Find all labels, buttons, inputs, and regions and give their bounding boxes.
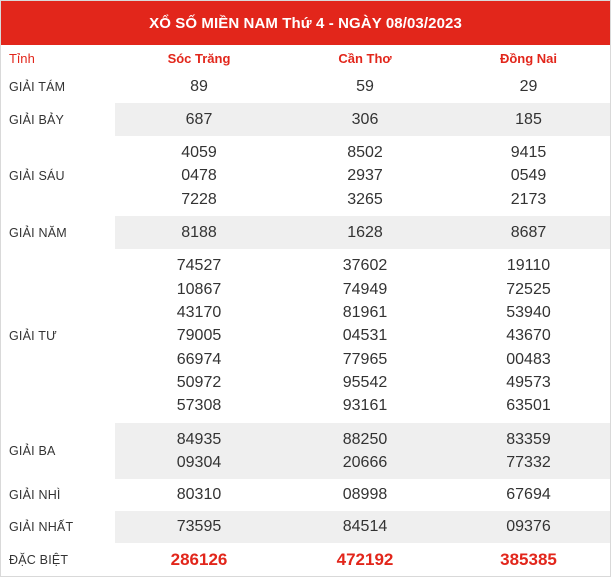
prize-number: 93161 [342,397,388,415]
prize-number: 81961 [342,304,388,322]
province-header-label: Tỉnh [9,50,36,66]
prize-row-6 [1,136,610,216]
prize-number: 04531 [342,327,388,345]
prize-number: 95542 [342,373,388,391]
prize-number: 57308 [176,397,222,415]
prize-number: 1628 [347,223,383,241]
prize-number: 00483 [506,350,551,368]
prize-row-7 [1,103,610,136]
prize-number: 0478 [181,167,217,185]
prize-number: 19110 [506,257,551,275]
prize-number: 49573 [506,373,551,391]
prize-number: 79005 [176,327,222,345]
prize-number: 37602 [342,257,388,275]
prize-number: 09376 [506,518,551,536]
prize-number: 2173 [510,190,547,208]
prize-label: GIẢI BA [9,444,56,458]
prize-number: 72525 [506,280,551,298]
prize-label: GIẢI TÁM [9,80,66,94]
prize-row-4 [1,249,610,423]
prize-number: 77965 [342,350,388,368]
prize-number: 88250 [342,430,388,448]
prize-number: 84514 [342,518,388,536]
prize-number: 73595 [176,518,222,536]
prize-number: 53940 [506,304,551,322]
prize-number: 8502 [347,144,383,162]
prize-label: GIẢI BẢY [9,112,65,127]
prize-number: 306 [351,110,379,128]
province-soc-trang[interactable]: Sóc Trăng [167,50,231,66]
prize-number: 67694 [506,486,551,504]
prize-label: ĐẶC BIỆT [9,552,69,567]
province-dong-nai[interactable]: Đồng Nai [499,50,558,66]
prize-number: 185 [515,110,542,128]
prize-number: 59 [356,78,374,96]
prize-number: 66974 [176,350,222,368]
prize-number: 08998 [342,486,388,504]
prize-number: 3265 [347,190,383,208]
prize-number: 29 [519,78,538,96]
prize-label: GIẢI SÁU [9,169,65,183]
prize-number: 7228 [181,190,217,208]
prize-number: 80310 [176,486,222,504]
prize-number: 84935 [176,430,222,448]
special-prize-number: 472192 [336,549,394,569]
prize-number: 8687 [510,223,547,241]
prize-number: 9415 [510,144,547,162]
province-can-tho[interactable]: Cần Thơ [338,50,392,66]
prize-number: 89 [190,78,208,96]
prize-number: 10867 [176,280,222,298]
prize-row-2 [1,479,610,511]
prize-number: 09304 [176,454,222,471]
prize-row-5 [1,216,610,249]
prize-number: 8188 [181,223,217,241]
prize-number: 50972 [176,373,222,391]
special-prize-number: 385385 [500,549,557,569]
prize-row-8 [1,71,610,103]
prize-number: 77332 [506,454,551,471]
prize-row-1 [1,511,610,543]
prize-number: 687 [185,110,213,128]
results-title: XỔ SỐ MIỀN NAM Thứ 4 - NGÀY 08/03/2023 [1,1,610,45]
prize-number: 74949 [342,280,388,298]
prize-row-special [1,543,610,576]
prize-label: GIẢI NHÌ [9,488,61,502]
prize-label: GIẢI NHẤT [9,520,74,534]
prize-number: 0549 [510,167,547,185]
prize-number: 4059 [181,144,217,162]
table-header-row [1,45,610,71]
prize-number: 83359 [506,430,551,448]
prize-number: 43170 [176,304,222,322]
prize-label: GIẢI TƯ [9,329,57,343]
prize-number: 74527 [176,257,222,275]
prize-label: GIẢI NĂM [9,225,67,240]
prize-number: 20666 [342,454,388,471]
prize-number: 43670 [506,327,551,345]
prize-row-3 [1,423,610,479]
prize-number: 63501 [506,397,551,415]
results-table [1,45,610,576]
prize-number: 2937 [347,167,383,185]
special-prize-number: 286126 [170,549,228,569]
